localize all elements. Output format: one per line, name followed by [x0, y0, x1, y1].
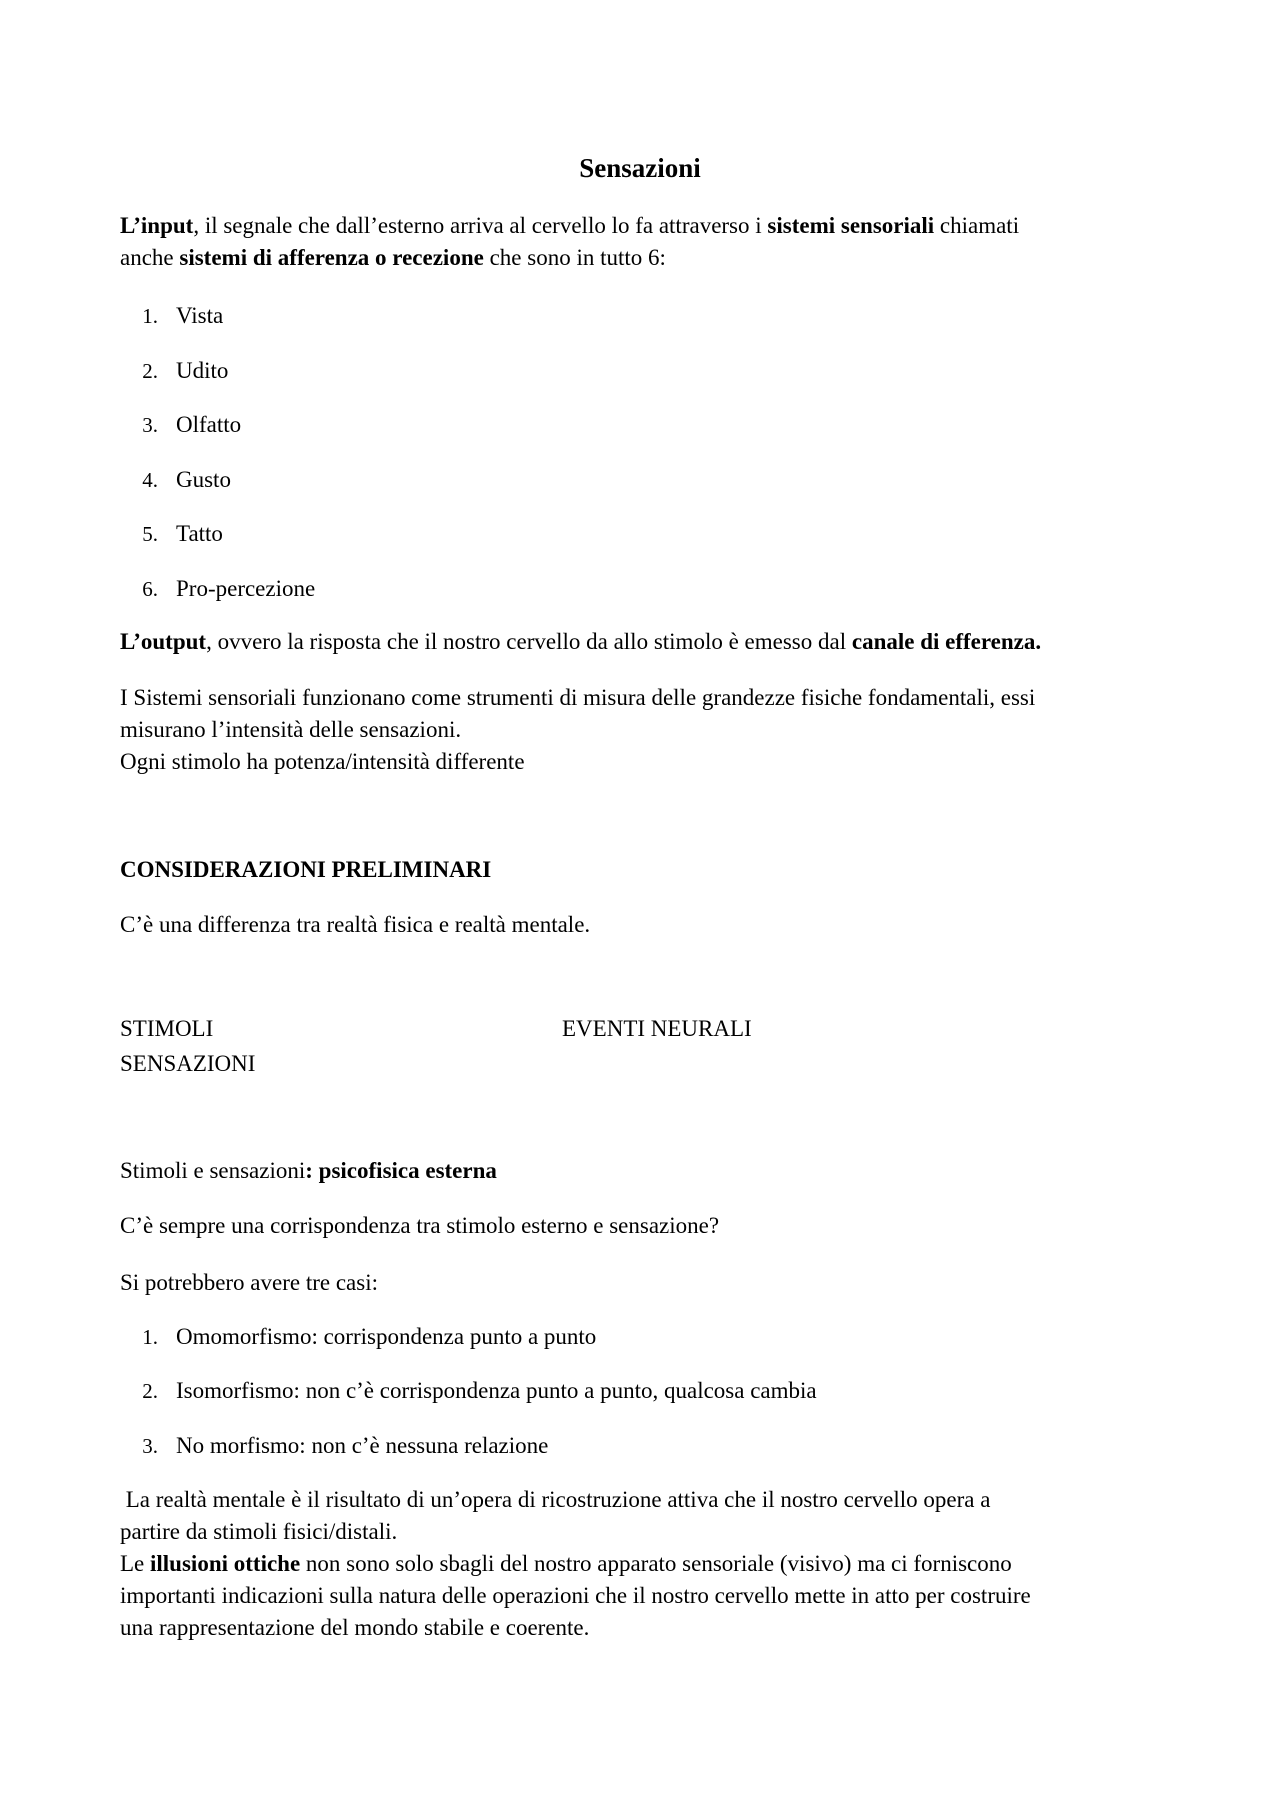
conclusion-line-4: importanti indicazioni sulla natura delle operazioni che il nostro cervello mette in atto per costruire: [120, 1583, 1031, 1608]
list-label: No morfismo: non c’è nessuna relazione: [176, 1433, 549, 1458]
psicofisica-term: : psicofisica esterna: [305, 1158, 497, 1183]
list-label: Olfatto: [176, 412, 242, 437]
list-label: Isomorfismo: non c’è corrispondenza punto a punto, qualcosa cambia: [176, 1378, 817, 1403]
page-title: Sensazioni: [579, 153, 701, 183]
output-text: , ovvero la risposta che il nostro cervello da allo stimolo è emesso dal: [206, 629, 852, 654]
measure-line-3: Ogni stimolo ha potenza/intensità differente: [120, 749, 525, 774]
afferent-systems-term: sistemi di afferenza o recezione: [179, 245, 484, 270]
difference-paragraph: [120, 909, 1180, 941]
section-heading-text: CONSIDERAZIONI PRELIMINARI: [120, 857, 492, 882]
list-number: 4.: [142, 468, 158, 492]
measure-line-2: misurano l’intensità delle sensazioni.: [120, 717, 462, 742]
output-paragraph: [120, 626, 1180, 658]
input-term: L’input: [120, 213, 194, 238]
list-number: 1.: [142, 1325, 158, 1349]
list-number: 6.: [142, 577, 158, 601]
list-number: 1.: [142, 304, 158, 328]
intro-text-4: che sono in tutto 6:: [483, 245, 666, 270]
sensazioni-label: SENSAZIONI: [120, 1051, 256, 1076]
list-number: 3.: [142, 1434, 158, 1458]
section-heading: [120, 854, 1180, 886]
list-number: 5.: [142, 522, 158, 546]
question-text: C’è sempre una corrispondenza tra stimolo esterno e sensazione?: [120, 1213, 720, 1238]
list-number: 3.: [142, 413, 158, 437]
psicofisica-text: Stimoli e sensazioni: [120, 1158, 306, 1183]
difference-text: C’è una differenza tra realtà fisica e realtà mentale.: [120, 912, 591, 937]
cases-intro-paragraph: [120, 1267, 1180, 1299]
list-label: Tatto: [176, 521, 223, 546]
sensory-systems-term: sistemi sensoriali: [767, 213, 935, 238]
list-label: Udito: [176, 358, 229, 383]
list-number: 2.: [142, 359, 158, 383]
list-number: 2.: [142, 1379, 158, 1403]
intro-text-2: chiamati: [934, 213, 1020, 238]
optical-illusions-term: illusioni ottiche: [150, 1551, 301, 1576]
intro-line-1: [120, 210, 1180, 242]
efferent-channel-term: canale di efferenza.: [851, 629, 1042, 654]
intro-line-2: [120, 242, 1180, 274]
list-label: Pro-percezione: [176, 576, 316, 601]
cases-intro-text: Si potrebbero avere tre casi:: [120, 1270, 378, 1295]
conclusion-line-3: [120, 1548, 1180, 1580]
conclusion-line-5: una rappresentazione del mondo stabile e coerente.: [120, 1615, 590, 1640]
intro-text-3: anche: [120, 245, 180, 270]
conclusion-paragraph: [120, 1484, 1180, 1644]
eventi-neurali-label: EVENTI NEURALI: [562, 1016, 752, 1041]
psicofisica-paragraph: [120, 1155, 1180, 1187]
output-line: [120, 626, 1180, 658]
output-term: L’output: [120, 629, 207, 654]
conclusion-line-1: La realtà mentale è il risultato di un’opera di ricostruzione attiva che il nostro cervello opera a: [120, 1487, 991, 1512]
conclusion-line-3-post: non sono solo sbagli del nostro apparato sensoriale (visivo) ma ci forniscono: [300, 1551, 1012, 1576]
list-label: Gusto: [176, 467, 231, 492]
stimoli-label: STIMOLI: [120, 1016, 214, 1041]
list-label: Vista: [176, 303, 224, 328]
conclusion-line-2: partire da stimoli fisici/distali.: [120, 1519, 398, 1544]
conclusion-line-3-pre: Le: [120, 1551, 151, 1576]
measure-line-1: I Sistemi sensoriali funzionano come strumenti di misura delle grandezze fisiche fondamentali, essi: [120, 685, 1036, 710]
question-paragraph: [120, 1210, 1180, 1242]
list-label: Omomorfismo: corrispondenza punto a punto: [176, 1324, 597, 1349]
intro-paragraph: [120, 210, 1180, 274]
measure-paragraph: [120, 682, 1180, 778]
intro-text-1: , il segnale che dall’esterno arriva al cervello lo fa attraverso i: [193, 213, 768, 238]
